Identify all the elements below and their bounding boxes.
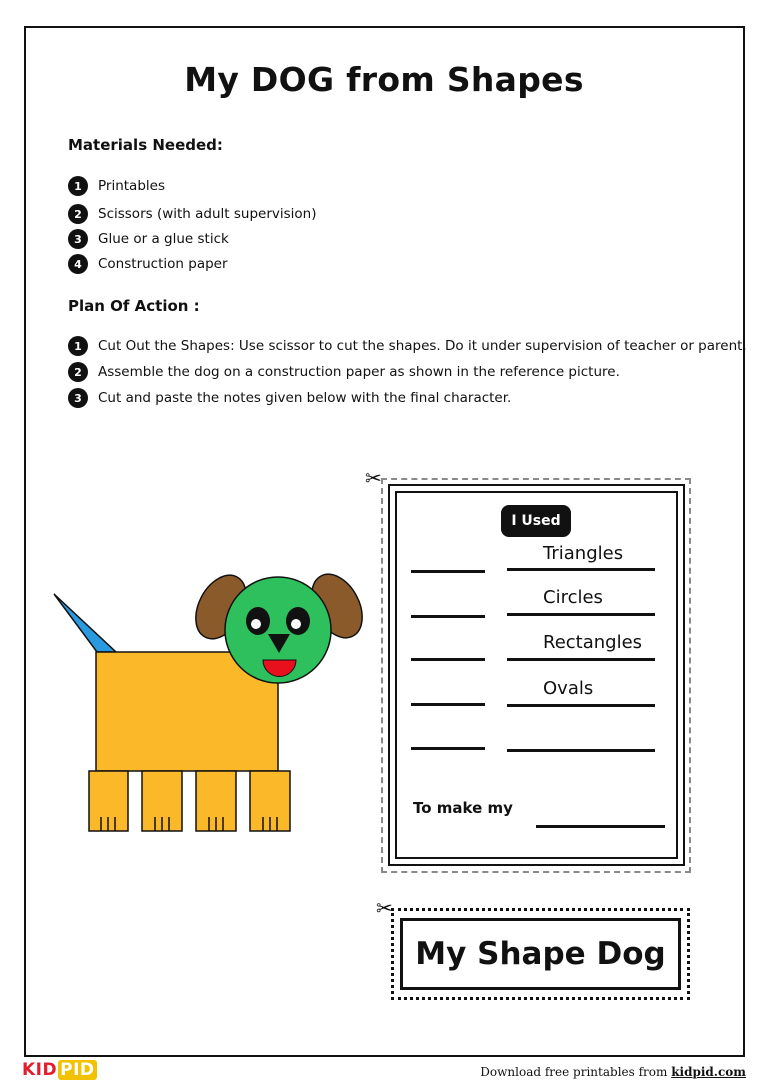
shape-underline [507,613,655,616]
shape-underline [507,704,655,707]
list-item [68,388,511,408]
step-number-badge: 1 [68,176,88,196]
to-make-my-label: To make my [413,799,513,817]
step-number-badge: 2 [68,204,88,224]
step-number-badge: 1 [68,336,88,356]
count-blank-line [411,703,485,706]
count-blank-line [411,747,485,750]
list-item [68,254,228,274]
shape-word: Ovals [543,678,594,699]
dog-tail-triangle [54,594,116,652]
shape-dog-illustration [48,560,368,840]
shape-underline [507,658,655,661]
list-item-text: Assemble the dog on a construction paper as shown in the reference picture. [98,364,620,380]
materials-heading: Materials Needed: [68,136,223,154]
plan-heading: Plan Of Action : [68,297,200,315]
name-card: My Shape Dog [400,918,681,990]
shape-word: Rectangles [543,632,643,653]
shape-underline [507,568,655,571]
list-item-text: Construction paper [98,256,228,272]
scissors-icon: ✂ [376,896,393,920]
step-number-badge: 3 [68,388,88,408]
count-blank-line [411,570,485,573]
list-item-text: Scissors (with adult supervision) [98,206,317,222]
list-item-text: Glue or a glue stick [98,231,229,247]
list-item-text: Printables [98,178,165,194]
list-item-text: Cut Out the Shapes: Use scissor to cut the shapes. Do it under supervision of teacher or parent. [98,338,747,354]
list-item [68,204,317,224]
shape-underline [507,749,655,752]
i-used-badge: I Used [501,505,571,537]
list-item [68,229,229,249]
step-number-badge: 4 [68,254,88,274]
step-number-badge: 2 [68,362,88,382]
shape-word: Triangles [543,543,624,564]
footer-credit: Download free printables from kidpid.com [480,1065,746,1079]
character-blank-line [536,825,665,828]
step-number-badge: 3 [68,229,88,249]
kidpid-logo: KID PID [22,1060,95,1080]
page-title: My DOG from Shapes [184,60,584,99]
list-item [68,362,620,382]
list-item [68,176,165,196]
shape-word: Circles [543,587,603,608]
list-item [68,336,747,356]
footer-site-link[interactable]: kidpid.com [671,1065,746,1079]
list-item-text: Cut and paste the notes given below with the final character. [98,390,512,406]
scissors-icon: ✂ [365,466,382,490]
count-blank-line [411,658,485,661]
count-blank-line [411,615,485,618]
